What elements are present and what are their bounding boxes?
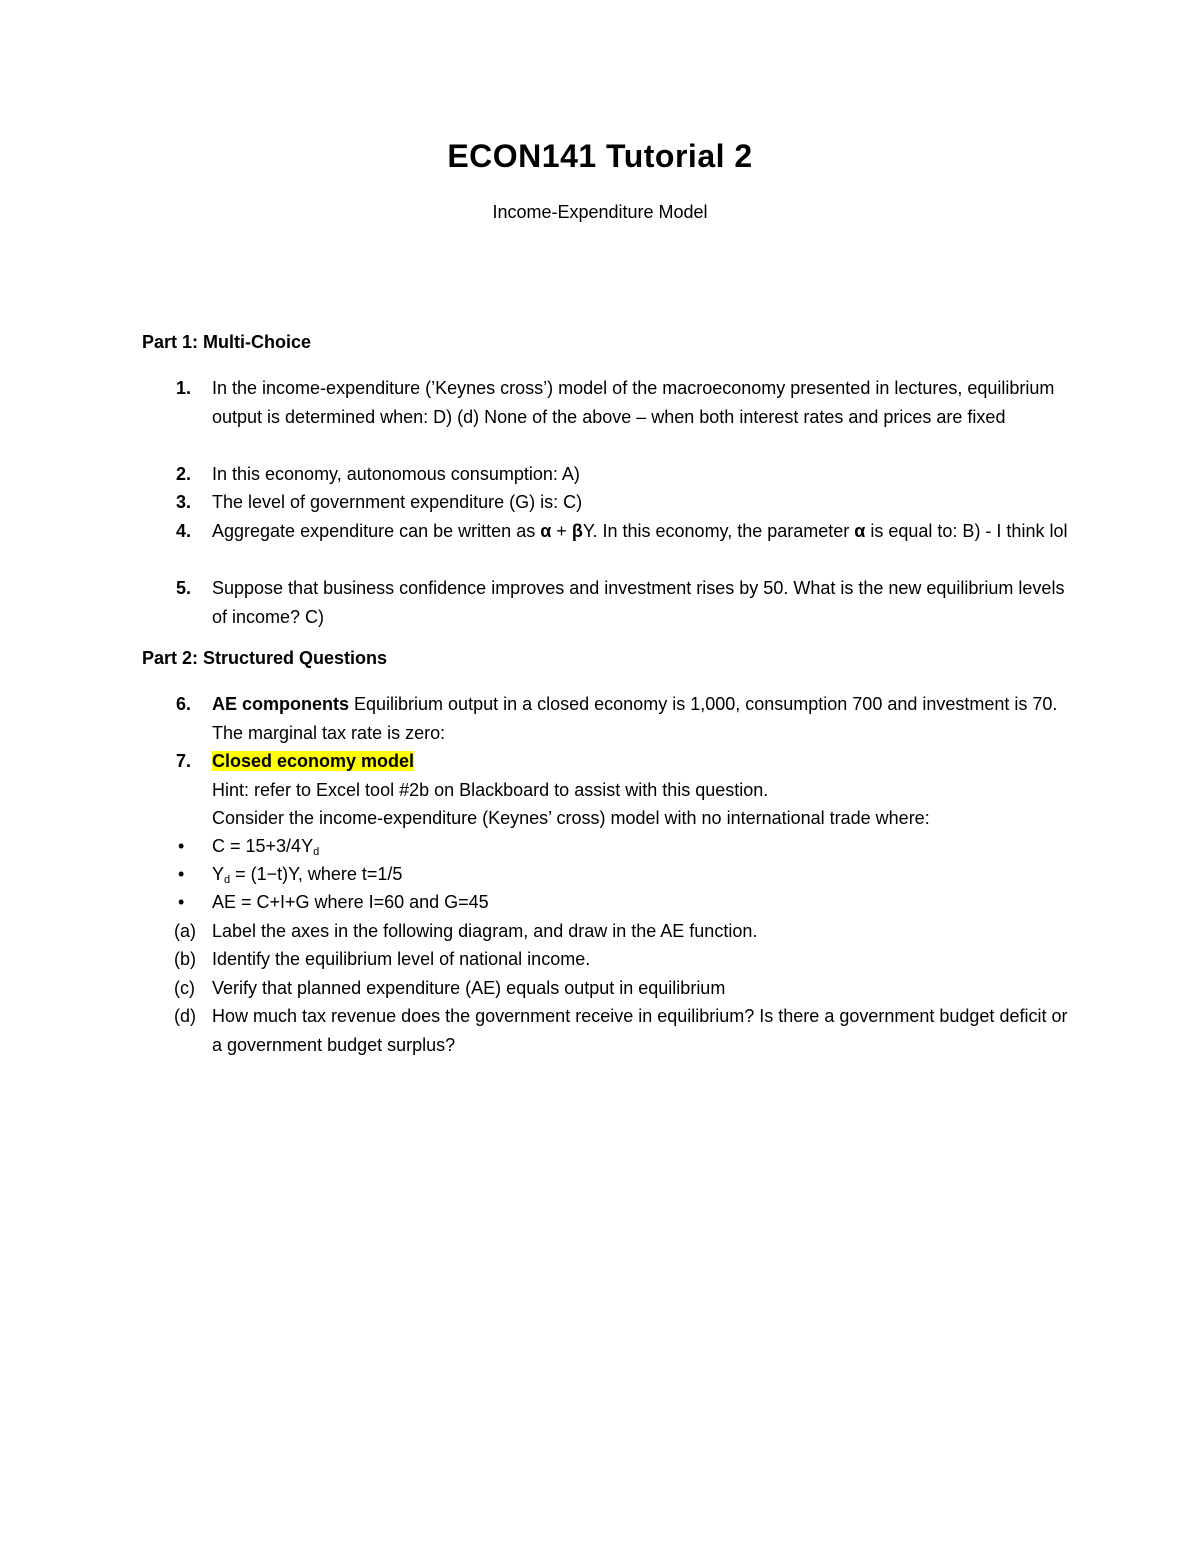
question-label: AE components [212,694,350,714]
question-number: 5. [176,578,192,598]
bullet-icon: • [178,836,185,856]
text-run: + [551,521,572,541]
question-number: 7. [176,751,192,771]
subscript: d [313,846,320,858]
bullet-text [212,832,1072,861]
subquestion-text: Label the axes in the following diagram, and draw in the AE function. [212,921,758,941]
alpha-symbol: α [540,521,552,541]
subquestion-text: How much tax revenue does the government receive in equilibrium? Is there a government budget deficit or a government budget surplus? [212,1006,1068,1055]
text-run: Y [212,864,225,884]
text-run: C = 15+3/4Y [212,836,314,856]
question-text [212,690,1072,747]
subquestion-text: Verify that planned expenditure (AE) equals output in equilibrium [212,978,726,998]
question-text [212,517,1072,546]
part1-heading: Part 1: Multi-Choice [142,332,312,352]
alpha-symbol: α [854,521,866,541]
subquestion-letter: (b) [174,949,196,969]
subquestion-letter: (c) [174,978,195,998]
intro-text: Consider the income-expenditure (Keynes’ cross) model with no international trade where: [212,808,930,828]
bullet-icon: • [178,864,185,884]
document-subtitle: Income-Expenditure Model [492,202,708,222]
question-number: 3. [176,492,192,512]
document-title: ECON141 Tutorial 2 [447,138,753,174]
subquestion-text: Identify the equilibrium level of national income. [212,949,591,969]
question-text: The level of government expenditure (G) is: C) [212,492,583,512]
question-number: 6. [176,694,192,714]
question-text: In the income-expenditure (’Keynes cross’) model of the macroeconomy presented in lectures, equilibrium output is determined when: D) (d) None of the above – when both interest rates and prices are fixed [212,378,1055,427]
text-run: Equilibrium output in a closed economy is 1,000, consumption 700 and investment is 70. The marginal tax rate is zero: [212,694,1058,743]
question-text: Suppose that business confidence improves and investment rises by 50. What is the new equilibrium levels of income? C) [212,578,1065,627]
question-number: 2. [176,464,192,484]
question-number: 1. [176,378,192,398]
subquestion-letter: (a) [174,921,196,941]
text-run: Aggregate expenditure can be written as [212,521,541,541]
bullet-icon: • [178,892,185,912]
highlighted-label: Closed economy model [212,751,415,771]
hint-text: Hint: refer to Excel tool #2b on Blackboard to assist with this question. [212,779,769,800]
question-number: 4. [176,521,192,541]
text-run: Y. In this economy, the parameter [582,521,855,541]
beta-symbol: β [571,521,583,541]
text-run: is equal to: B) - I think lol [865,521,1068,541]
part2-heading: Part 2: Structured Questions [142,648,388,668]
subscript: d [224,874,231,886]
question-text [212,747,1072,833]
text-run: AE = C+I+G where I=60 and G=45 [212,892,489,912]
bullet-text [212,860,1072,889]
question-text: In this economy, autonomous consumption: A) [212,464,580,484]
subquestion-letter: (d) [174,1006,196,1026]
bullet-text [212,888,1072,917]
text-run: = (1−t)Y, where t=1/5 [230,864,403,884]
